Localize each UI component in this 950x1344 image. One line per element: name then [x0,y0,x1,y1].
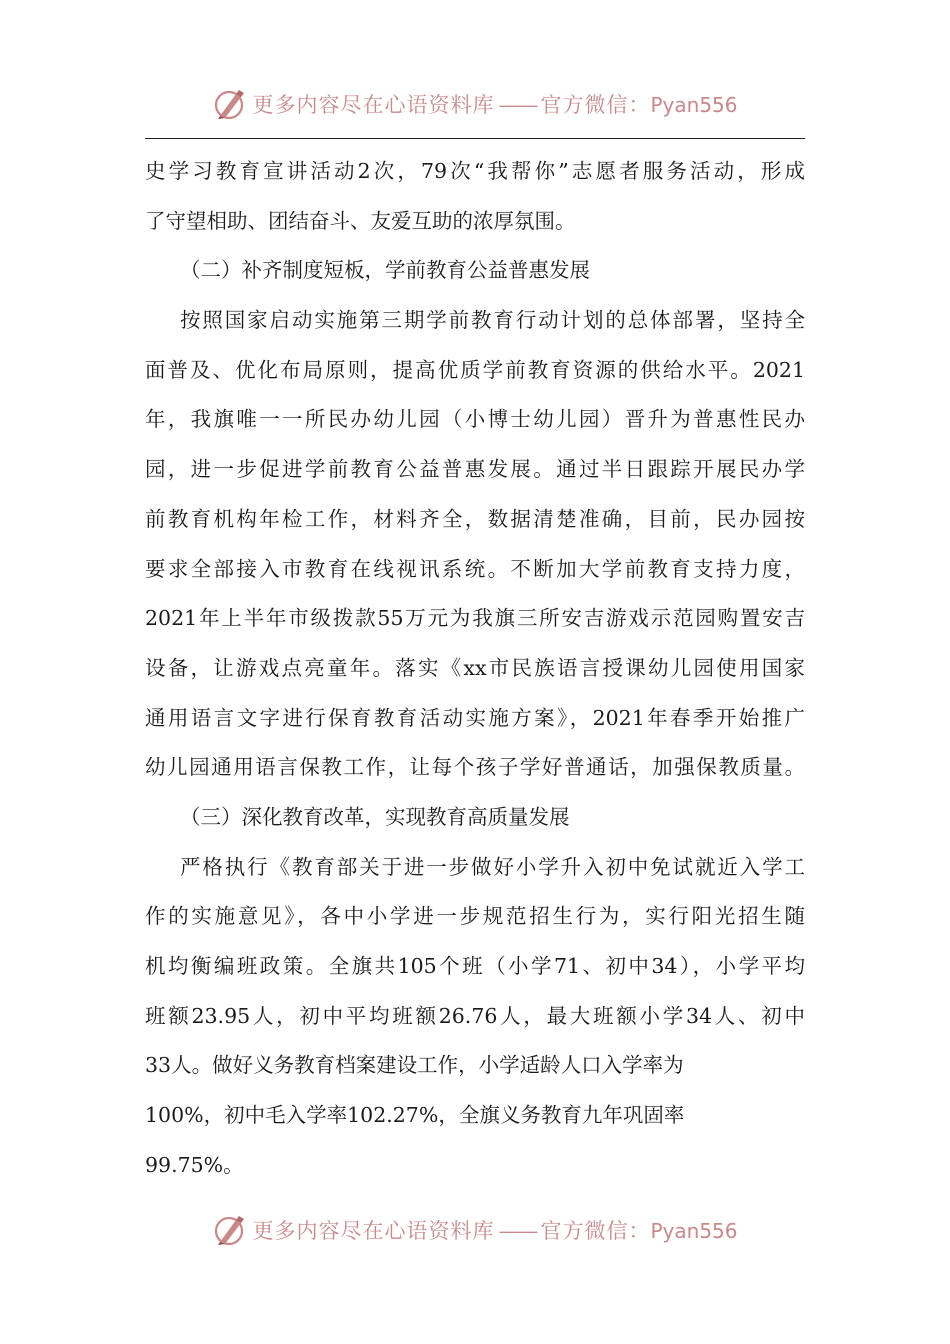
body-line: 机均衡编班政策。全旗共105个班（小学71、初中34），小学平均 [145,954,805,978]
body-line: 设备，让游戏点亮童年。落实《xx市民族语言授课幼儿园使用国家 [145,655,805,680]
body-line: 通用语言文字进行保育教育活动实施方案》，2021年春季开始推广 [145,705,805,730]
body-line: 作的实施意见》，各中小学进一步规范招生行为，实行阳光招生随 [145,904,805,929]
header-divider [145,138,805,139]
body-line: 严格执行《教育部关于进一步做好小学升入初中免试就近入学工 [180,854,805,879]
section-heading: （三）深化教育改革，实现教育高质量发展 [180,804,570,829]
body-line: 史学习教育宣讲活动2次，79次“我帮你”志愿者服务活动，形成 [145,159,805,183]
body-line: 要求全部接入市教育在线视讯系统。不断加大学前教育支持力度， [145,556,805,581]
body-line: 面普及、优化布局原则，提高优质学前教育资源的供给水平。2021 [145,357,805,382]
banner-text: 更多内容尽在心语资料库 —— 官方微信：Pyan556 [252,93,738,117]
document-body [145,147,805,1190]
body-line: 了守望相助、团结奋斗、友爱互助的浓厚氛围。 [145,208,576,233]
body-line: 幼儿园通用语言保教工作，让每个孩子学好普通话，加强保教质量。 [145,755,805,780]
body-line: 按照国家启动实施第三期学前教育行动计划的总体部署，坚持全 [180,308,805,333]
pen-circle-logo-icon [212,1212,248,1248]
body-line: 33人。做好义务教育档案建设工作，小学适龄人口入学率为 [145,1053,684,1078]
pen-circle-logo-icon [212,86,248,122]
banner-text: 更多内容尽在心语资料库 —— 官方微信：Pyan556 [252,1219,738,1243]
body-line: 前教育机构年检工作，材料齐全，数据清楚准确，目前，民办园按 [145,506,805,531]
body-line: 年，我旗唯一一所民办幼儿园（小博士幼儿园）晋升为普惠性民办 [145,407,805,432]
body-line: 班额23.95人，初中平均班额26.76人，最大班额小学34人、初中 [145,1003,805,1028]
body-line: 园，进一步促进学前教育公益普惠发展。通过半日跟踪开展民办学 [145,457,805,482]
body-line: 2021年上半年市级拨款55万元为我旗三所安吉游戏示范园购置安吉 [145,606,805,631]
section-heading: （二）补齐制度短板，学前教育公益普惠发展 [180,258,590,283]
header-watermark-banner [0,82,950,126]
body-line: 100%，初中毛入学率102.27%，全旗义务教育九年巩固率 [145,1103,685,1128]
body-line: 99.75%。 [145,1152,244,1177]
footer-watermark-banner [0,1208,950,1252]
